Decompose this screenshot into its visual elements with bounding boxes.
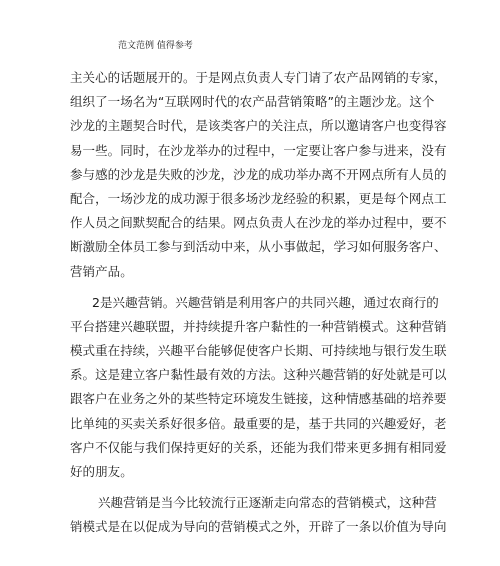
text-line: 跟客户在业务之外的某些特定环境发生链接，这种情感基础的培养要 xyxy=(70,391,447,407)
text-line: 沙龙的主题契合时代，是该类客户的关注点，所以邀请客户也变得容 xyxy=(70,118,447,134)
text-line: 平台搭建兴趣联盟，并持续提升客户黏性的一种营销模式。这种营销 xyxy=(70,318,447,334)
text-line: 系。这是建立客户黏性最有效的方法。这种兴趣营销的好处就是可以 xyxy=(70,367,447,383)
paragraph-1 xyxy=(70,66,447,284)
text-line: 主关心的话题展开的。于是网点负责人专门请了农产品网销的专家， xyxy=(70,70,447,85)
text-line: 比单纯的买卖关系好很多倍。最重要的是，基于共同的兴趣爱好，老 xyxy=(70,415,447,431)
text-line: 营销产品。 xyxy=(70,263,133,279)
text-line: 好的朋友。 xyxy=(70,464,133,479)
text-line: 模式重在持续，兴趣平台能够促使客户长期、可持续地与银行发生联 xyxy=(70,343,447,359)
text-line: 易一些。同时，在沙龙举办的过程中，一定要让客户参与进来，没有 xyxy=(70,142,447,158)
page-header: 范文范例 值得参考 xyxy=(118,41,193,51)
paragraph-2 xyxy=(70,291,447,485)
text-line: 客户不仅能与我们保持更好的关系，还能为我们带来更多拥有相同爱 xyxy=(70,439,447,455)
text-line: 配合，一场沙龙的成功源于很多场沙龙经验的积累，更是每个网点工 xyxy=(70,190,447,206)
text-line: 销模式是在以促成为导向的营销模式之外，开辟了一条以价值为导向 xyxy=(70,519,447,535)
text-line: 作人员之间默契配合的结果。网点负责人在沙龙的举办过程中，要不 xyxy=(70,215,447,231)
text-line: 组织了一场名为“互联网时代的农产品营销策略”的主题沙龙。这个 xyxy=(70,94,435,110)
document-body xyxy=(70,66,447,540)
paragraph-3 xyxy=(70,491,447,539)
text-line: 兴趣营销是当今比较流行正逐渐走向常态的营销模式，这种营 xyxy=(98,495,437,511)
text-line: 2是兴趣营销。兴趣营销是利用客户的共同兴趣，通过农商行的 xyxy=(92,294,439,310)
text-line: 参与感的沙龙是失败的沙龙，沙龙的成功举办离不开网点所有人员的 xyxy=(70,166,447,182)
text-line: 断激励全体员工参与到活动中来，从小事做起，学习如何服务客户、 xyxy=(70,239,447,255)
